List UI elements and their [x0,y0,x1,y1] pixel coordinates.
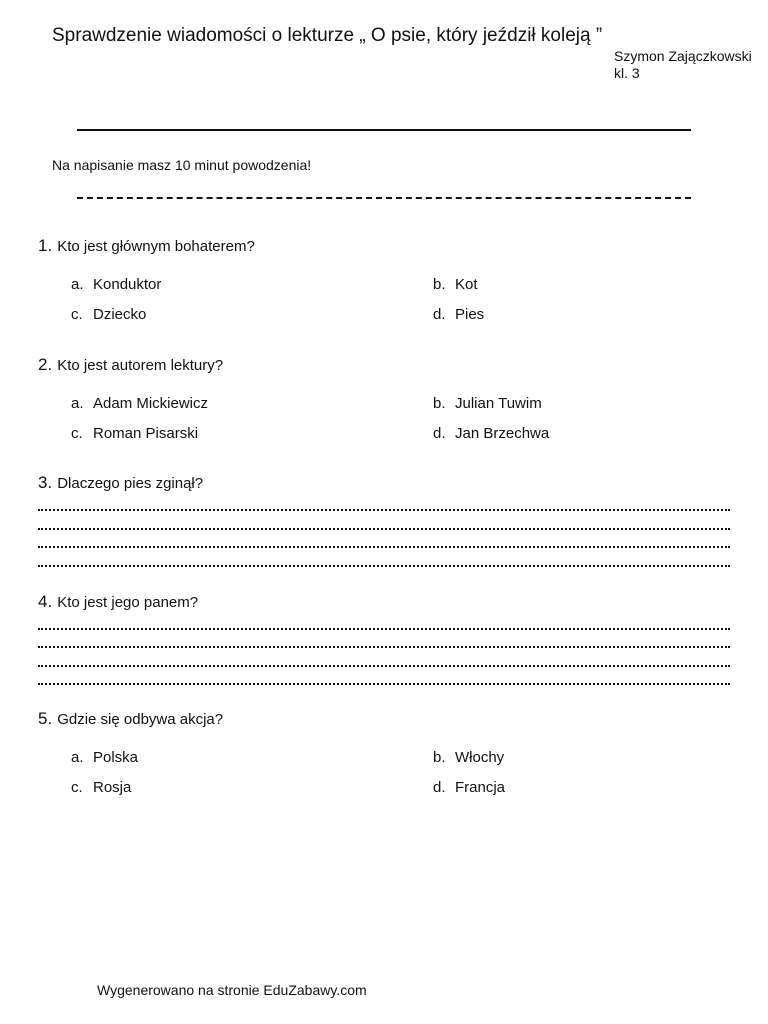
option-5d [433,779,505,796]
option-1c [71,306,146,323]
option-2c [71,425,198,442]
option-letter: b. [433,395,446,412]
option-letter: a. [71,395,84,412]
option-text: Kot [455,276,478,293]
question-1 [38,236,255,256]
answer-line[interactable] [38,528,730,530]
answer-line[interactable] [38,565,730,567]
question-number: 1. [38,236,53,255]
option-text: Pies [455,306,485,323]
option-text: Adam Mickiewicz [93,395,209,412]
question-2 [38,355,223,375]
worksheet-title: Sprawdzenie wiadomości o lekturze „ O psie, który jeździł koleją ” [52,25,603,46]
option-text: Włochy [455,749,505,766]
option-letter: d. [433,425,446,442]
option-5c [71,779,131,796]
question-number: 2. [38,355,53,374]
answer-line[interactable] [38,683,730,685]
option-2b [433,395,542,412]
option-text: Dziecko [93,306,147,323]
answer-line[interactable] [38,665,730,667]
option-letter: a. [71,749,84,766]
question-number: 5. [38,709,53,728]
option-5a [71,749,138,766]
author-class: kl. 3 [614,65,640,81]
question-text: Kto jest jego panem? [57,594,199,611]
option-letter: b. [433,276,446,293]
question-text: Dlaczego pies zginął? [57,475,204,492]
option-text: Roman Pisarski [93,425,199,442]
author-name: Szymon Zajączkowski [614,48,752,64]
option-1a [71,276,161,293]
answer-line[interactable] [38,509,730,511]
question-number: 3. [38,473,53,492]
option-letter: c. [71,425,83,442]
footer-text: Wygenerowano na stronie EduZabawy.com [97,982,367,998]
author-block [614,48,752,82]
option-text: Jan Brzechwa [455,425,550,442]
question-text: Gdzie się odbywa akcja? [57,711,224,728]
option-letter: c. [71,306,83,323]
option-text: Konduktor [93,276,162,293]
option-2d [433,425,549,442]
option-5b [433,749,504,766]
option-letter: c. [71,779,83,796]
question-3 [38,473,203,493]
option-text: Julian Tuwim [455,395,542,412]
question-text: Kto jest autorem lektury? [57,357,224,374]
option-text: Rosja [93,779,132,796]
question-4 [38,592,198,612]
option-1b [433,276,478,293]
option-2a [71,395,208,412]
option-text: Francja [455,779,506,796]
option-letter: d. [433,306,446,323]
answer-line[interactable] [38,646,730,648]
question-number: 4. [38,592,53,611]
option-letter: d. [433,779,446,796]
option-text: Polska [93,749,139,766]
instruction-divider [77,197,691,199]
header-divider [77,129,691,131]
option-1d [433,306,484,323]
question-5 [38,709,223,729]
option-letter: a. [71,276,84,293]
answer-line[interactable] [38,546,730,548]
instruction-text: Na napisanie masz 10 minut powodzenia! [52,157,312,173]
option-letter: b. [433,749,446,766]
question-text: Kto jest głównym bohaterem? [57,238,255,255]
answer-line[interactable] [38,628,730,630]
